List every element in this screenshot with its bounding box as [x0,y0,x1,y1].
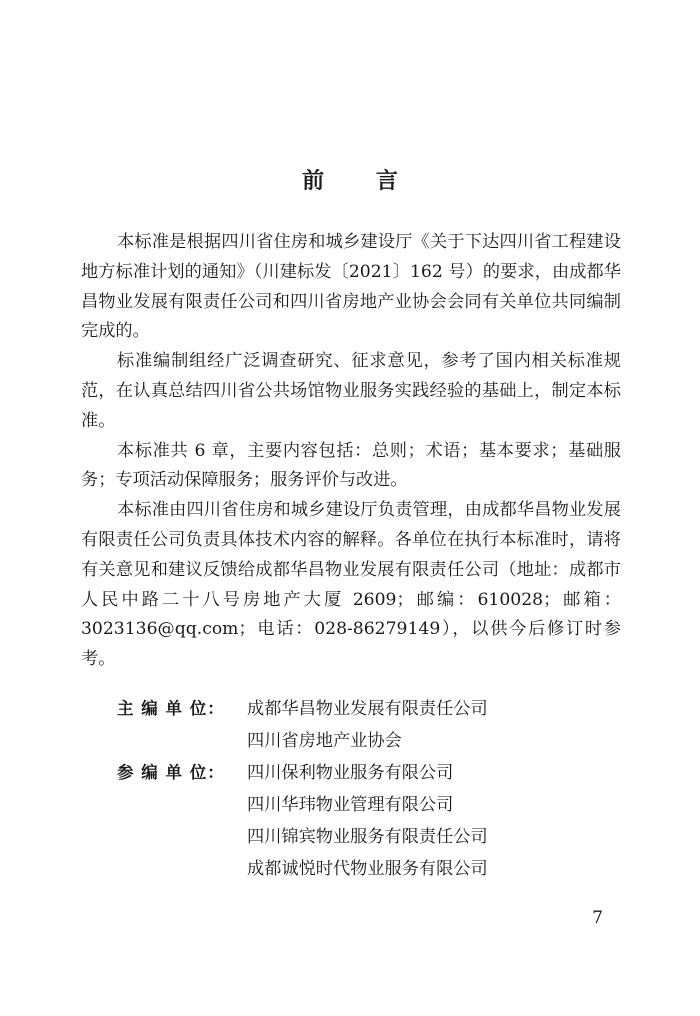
participating-editor-label: 参 编 单 位： [117,763,225,782]
chief-editor-item: 四川省房地产业协会 [247,731,402,751]
preface-body [81,228,621,675]
chief-editor-item: 成都华昌物业发展有限责任公司 [247,699,488,719]
preface-paragraph-4: 本标准由四川省住房和城乡建设厅负责管理，由成都华昌物业发展有限责任公司负责具体技术内容的解释。各单位在执行本标准时，请将有关意见和建议反馈给成都华昌物业发展有限责任公司（地址：成都市人民中路二十八号房地产大厦 2609；邮编：610028；邮箱：3023136@qq.com；电话：028-86279149），以供今后修订时参考。 [81,500,621,670]
chief-editor-units [117,693,637,757]
page-number: 7 [592,908,603,928]
preface-paragraph-2: 标准编制组经广泛调查研究、征求意见，参考了国内相关标准规范，在认真总结四川省公共场馆物业服务实践经验的基础上，制定本标准。 [81,351,621,431]
chief-editor-list [247,693,488,757]
chief-editor-label: 主 编 单 位： [117,699,225,718]
participating-editor-list [247,757,488,885]
participating-editor-units [117,757,637,885]
preface-paragraph-1: 本标准是根据四川省住房和城乡建设厅《关于下达四川省工程建设地方标准计划的通知》（川建标发〔2021〕162 号）的要求，由成都华昌物业发展有限责任公司和四川省房地产业协会会同有关单位共同编制完成的。 [81,232,621,342]
participating-editor-item: 成都诚悦时代物业服务有限公司 [247,859,488,879]
page-title: 前 言 [302,169,420,194]
participating-editor-item: 四川华玮物业管理有限公司 [247,795,454,815]
participating-editor-item: 四川锦宾物业服务有限责任公司 [247,827,488,847]
participating-editor-item: 四川保利物业服务有限公司 [247,763,454,783]
editing-units [117,693,637,885]
preface-paragraph-3: 本标准共 6 章，主要内容包括：总则；术语；基本要求；基础服务；专项活动保障服务；服务评价与改进。 [81,440,621,491]
